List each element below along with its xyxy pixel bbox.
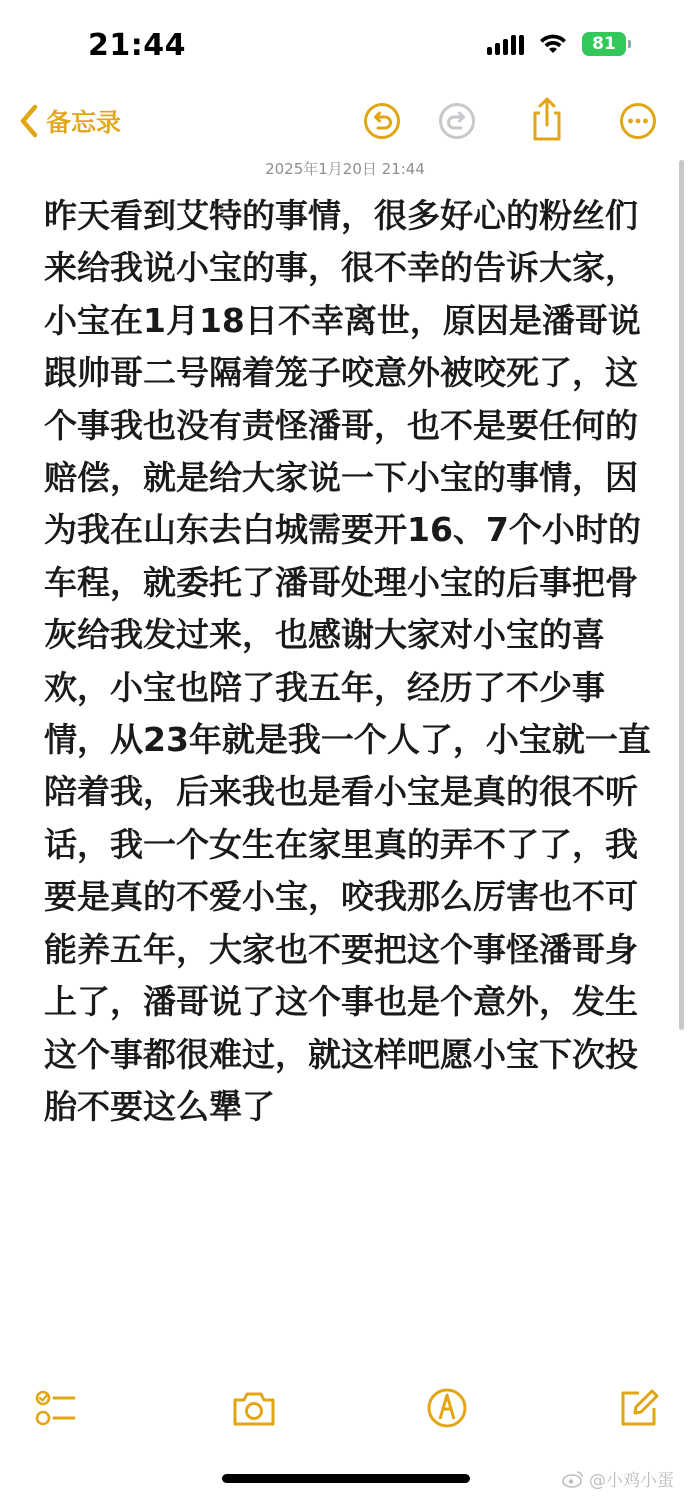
redo-icon[interactable] bbox=[437, 101, 477, 141]
battery-indicator bbox=[582, 32, 626, 56]
share-icon[interactable] bbox=[527, 95, 567, 143]
note-date: 2025年1月20日 21:44 bbox=[265, 160, 425, 178]
nav-bar bbox=[0, 95, 690, 155]
markup-pen-icon[interactable] bbox=[425, 1386, 469, 1430]
weibo-logo-icon bbox=[562, 1470, 584, 1488]
home-indicator[interactable] bbox=[222, 1474, 470, 1483]
watermark-text: @小鸡小蛋 bbox=[589, 1471, 674, 1491]
compose-icon[interactable] bbox=[617, 1386, 661, 1430]
battery-level: 81 bbox=[592, 34, 616, 54]
back-button[interactable] bbox=[18, 103, 121, 139]
watermark bbox=[562, 1466, 674, 1491]
more-icon[interactable] bbox=[618, 101, 658, 141]
back-button-label: 备忘录 bbox=[46, 108, 122, 137]
status-indicators bbox=[487, 32, 626, 56]
scroll-indicator[interactable] bbox=[679, 160, 684, 1030]
bottom-toolbar bbox=[0, 1380, 690, 1440]
wifi-icon bbox=[538, 33, 568, 55]
status-bar bbox=[0, 0, 690, 95]
chevron-left-icon bbox=[18, 104, 40, 138]
undo-icon[interactable] bbox=[362, 101, 402, 141]
note-body-text[interactable]: 昨天看到艾特的事情，很多好心的粉丝们来给我说小宝的事，很不幸的告诉大家，小宝在1月18日不幸离世，原因是潘哥说跟帅哥二号隔着笼子咬意外被咬死了，这个事我也没有责怪潘哥，也不是要任何的赔偿，就是给大家说一下小宝的事情，因为我在山东去白城需要开16、7个小时的车程，就委托了潘哥处理小宝的后事把骨灰给我发过来，也感谢大家对小宝的喜欢，小宝也陪了我五年，经历了不少事情，从23年就是我一个人了，小宝就一直陪着我，后来我也是看小宝是真的很不听话，我一个女生在家里真的弄不了了，我要是真的不爱小宝，咬我那么厉害也不可能养五年，大家也不要把这个事怪潘哥身上了，潘哥说了这个事也是个意外，发生这个事都很难过，就这样吧愿小宝下次投胎不要这么犟了 bbox=[44, 196, 651, 1126]
status-time: 21:44 bbox=[88, 28, 186, 63]
camera-icon[interactable] bbox=[230, 1386, 278, 1430]
checklist-icon[interactable] bbox=[34, 1386, 78, 1430]
cellular-signal-icon bbox=[487, 33, 524, 55]
